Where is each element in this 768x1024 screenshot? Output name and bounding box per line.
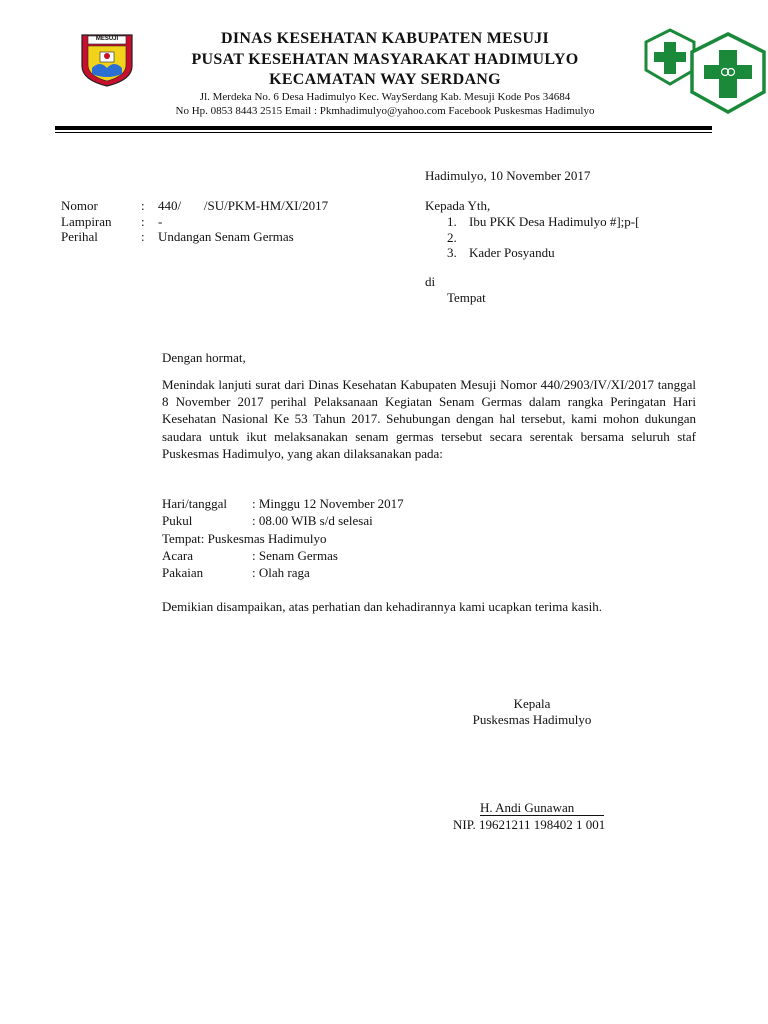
recipient-num: 1. [447,214,457,229]
detail-value: : Senam Germas [252,547,338,563]
detail-label: Tempat [162,530,201,546]
recipient-num: 2. [447,229,457,245]
header-rule-thin [55,132,712,133]
logo-text: MESUJI [95,36,119,42]
meta-label: Perihal [61,229,98,244]
signature-nip: NIP. 19621211 198402 1 001 [453,817,606,832]
recipient-text: Kader Posyandu [469,245,555,260]
mesuji-logo [78,32,136,88]
detail-row [162,530,404,547]
meta-value: Undangan Senam Germas [158,229,294,244]
header-contact: No Hp. 0853 8443 2515 Email : Pkmhadimulyo@yahoo.com Facebook Puskesmas Hadimulyo [175,105,595,117]
meta-sep: : [141,213,145,229]
header-title-1: DINAS KESEHATAN KABUPATEN MESUJI [220,30,549,47]
detail-row [162,547,404,564]
meta-sep: : [141,198,145,213]
recipient-list [447,214,639,261]
recipient-place: Tempat [447,290,486,305]
meta-value: 440/ /SU/PKM-HM/XI/2017 [158,198,329,213]
recipient-item [447,214,639,230]
signature-name-wrap [480,800,604,816]
signature-office: Puskesmas Hadimulyo [472,711,592,727]
detail-label: Hari/tanggal [162,496,227,511]
recipient-heading: Kepada Yth, [425,198,491,213]
detail-row [162,512,404,529]
header-title-2: PUSAT KESEHATAN MASYARAKAT HADIMULYO [191,51,579,68]
meta-value: - [158,213,163,229]
detail-label: Pakaian [162,565,204,581]
recipient-di: di [425,274,436,289]
detail-value: : Olah raga [252,565,310,581]
detail-label: Pukul [162,513,193,529]
detail-label: Acara [162,547,194,563]
closing-text: Demikian disampaikan, atas perhatian dan kehadirannya kami ucapkan terima kasih. [162,599,603,614]
meta-label: Lampiran [61,213,112,229]
signature-name: H. Andi Gunawan [480,800,604,816]
meta-sep: : [141,229,145,244]
header-rule-thick [55,126,712,130]
letter-meta [61,198,328,245]
body-paragraph: Menindak lanjuti surat dari Dinas Kesehatan Kabupaten Mesuji Nomor 440/2903/IV/XI/2017 tanggal 8 November 2017 perihal Pelaksanaan Kegiatan Senam Germas dalam rangka Peringatan Hari Kesehatan Nasional Ke 53 Tahun 2017. Sehubungan dengan hal tersebut, kami mohon dukungan saudara untuk ikut melaksanakan senam germas tersebut secara serentak bersama seluruh staf Puskesmas Hadimulyo, yang akan dilaksanakan pada: [162,377,696,461]
recipient-text: Ibu PKK Desa Hadimulyo #];p-[ [469,214,640,229]
kemenkes-logo [640,28,768,116]
detail-row [162,495,404,512]
recipient-item [447,230,639,246]
header-title-3: KECAMATAN WAY SERDANG [269,71,501,88]
meta-row [61,214,328,230]
detail-value: : Minggu 12 November 2017 [252,496,404,511]
meta-row [61,198,328,214]
signature-position: Kepala [513,696,551,711]
detail-value: : 08.00 WIB s/d selesai [252,513,373,529]
detail-value: : Puskesmas Hadimulyo [200,530,327,546]
event-details [162,495,404,581]
meta-label: Nomor [61,198,98,213]
letter-date: Hadimulyo, 10 November 2017 [425,168,591,183]
recipient-item [447,245,639,261]
detail-row [162,564,404,581]
greeting: Dengan hormat, [162,350,246,365]
recipient-num: 3. [447,245,457,260]
meta-row [61,229,328,245]
header-address: Jl. Merdeka No. 6 Desa Hadimulyo Kec. WaySerdang Kab. Mesuji Kode Pos 34684 [199,91,571,103]
signature-block [460,696,604,727]
